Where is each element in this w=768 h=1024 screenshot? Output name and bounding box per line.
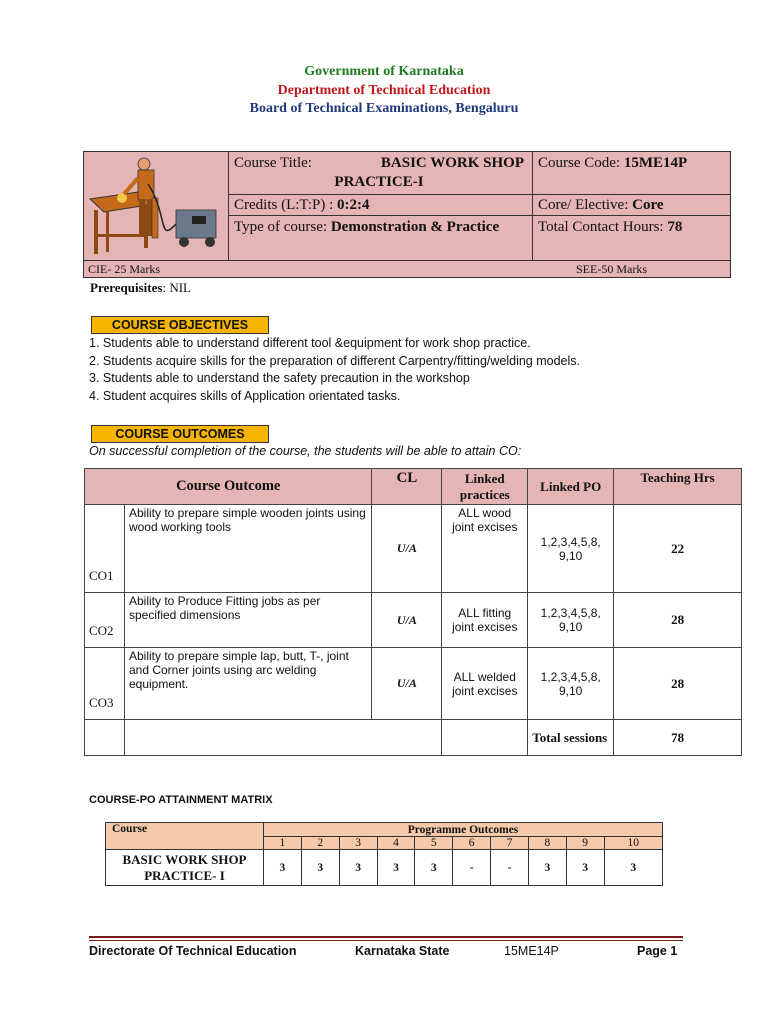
course-title-label: Course Title: <box>234 155 312 171</box>
co-text: Ability to prepare simple wooden joints using wood working tools <box>124 505 371 593</box>
matrix-course-name: BASIC WORK SHOP PRACTICE- I <box>106 850 264 886</box>
prerequisites <box>90 280 191 296</box>
po-value: 3 <box>604 850 662 886</box>
table-row <box>85 505 742 593</box>
po-value: 3 <box>264 850 302 886</box>
po-value: 3 <box>566 850 604 886</box>
col-linked-po: Linked PO <box>528 469 614 505</box>
core-elective-label: Core/ Elective: <box>538 197 633 213</box>
co-id: CO1 <box>85 505 125 593</box>
objective-item: 4. Student acquires skills of Application orientated tasks. <box>89 388 401 403</box>
co-hrs: 22 <box>614 505 742 593</box>
course-objectives-heading: COURSE OBJECTIVES <box>91 316 269 334</box>
cie-marks: CIE- 25 Marks <box>88 262 160 276</box>
matrix-course-row <box>106 850 663 886</box>
footer-course-code: 15ME14P <box>504 944 559 958</box>
po-number: 7 <box>491 837 529 850</box>
co-po: 1,2,3,4,5,8, 9,10 <box>528 648 614 720</box>
course-title <box>234 154 524 192</box>
total-sessions-label: Total sessions <box>528 720 614 756</box>
po-number: 9 <box>566 837 604 850</box>
course-outcomes-table <box>84 468 742 756</box>
see-marks: SEE-50 Marks <box>576 262 647 276</box>
footer-rule <box>89 936 683 938</box>
co-practices: ALL wood joint excises <box>442 505 528 593</box>
footer-state: Karnataka State <box>355 944 450 958</box>
po-number: 10 <box>604 837 662 850</box>
col-teaching-hrs: Teaching Hrs <box>614 469 742 505</box>
co-id: CO3 <box>85 648 125 720</box>
po-value: - <box>453 850 491 886</box>
co-po: 1,2,3,4,5,8, 9,10 <box>528 593 614 648</box>
hours-label: Total Contact Hours: <box>538 219 668 235</box>
course-code <box>538 154 687 173</box>
type-of-course <box>234 217 524 237</box>
po-value: 3 <box>377 850 415 886</box>
co-practices: ALL fitting joint excises <box>442 593 528 648</box>
co-cl: U/A <box>372 505 442 593</box>
po-value: 3 <box>339 850 377 886</box>
prerequisites-value: : NIL <box>162 280 191 295</box>
co-cl: U/A <box>372 648 442 720</box>
credits <box>234 196 370 215</box>
course-info-box <box>83 151 731 261</box>
outcomes-intro: On successful completion of the course, the students will be able to attain CO: <box>89 444 522 458</box>
course-title-value-line1: BASIC WORK SHOP <box>380 155 524 171</box>
co-hrs: 28 <box>614 648 742 720</box>
marks-bar <box>83 261 731 278</box>
po-number: 8 <box>528 837 566 850</box>
matrix-heading: COURSE-PO ATTAINMENT MATRIX <box>89 794 273 806</box>
objective-item: 1. Students able to understand different tool &equipment for work shop practice. <box>89 336 531 350</box>
header-government: Government of Karnataka <box>304 64 464 79</box>
co-text: Ability to prepare simple lap, butt, T-, joint and Corner joints using arc welding equipment. <box>124 648 371 720</box>
credits-label: Credits (L:T:P) : <box>234 197 337 213</box>
co-hrs: 28 <box>614 593 742 648</box>
table-header-row <box>85 469 742 505</box>
objective-item: 2. Students acquire skills for the preparation of different Carpentry/fitting/welding models. <box>89 353 581 368</box>
po-number: 2 <box>301 837 339 850</box>
col-linked-practices: Linked practices <box>442 469 528 505</box>
po-number: 5 <box>415 837 453 850</box>
prerequisites-label: Prerequisites <box>90 280 163 295</box>
po-value: - <box>491 850 529 886</box>
col-course-outcome: Course Outcome <box>85 469 372 505</box>
co-id: CO2 <box>85 593 125 648</box>
credits-value: 0:2:4 <box>337 197 370 213</box>
type-value: Demonstration & Practice <box>330 219 500 235</box>
welding-workshop-illustration <box>88 154 226 258</box>
type-label: Type of course: <box>234 219 331 235</box>
total-sessions-value: 78 <box>614 720 742 756</box>
table-row <box>85 593 742 648</box>
matrix-po-header: Programme Outcomes <box>264 823 663 837</box>
objective-item: 3. Students able to understand the safety precaution in the workshop <box>89 371 470 385</box>
po-attainment-matrix <box>105 822 663 886</box>
po-number: 1 <box>264 837 302 850</box>
objectives-list <box>89 335 580 405</box>
col-cl: CL <box>372 469 442 505</box>
po-number: 3 <box>339 837 377 850</box>
course-code-value: 15ME14P <box>623 155 688 171</box>
course-title-value-line2: PRACTICE-I <box>334 174 424 190</box>
total-contact-hours <box>538 217 682 237</box>
header-board: Board of Technical Examinations, Bengaluru <box>249 101 519 116</box>
co-text: Ability to Produce Fitting jobs as per specified dimensions <box>124 593 371 648</box>
co-po: 1,2,3,4,5,8, 9,10 <box>528 505 614 593</box>
po-value: 3 <box>301 850 339 886</box>
matrix-course-header: Course <box>106 823 264 850</box>
po-value: 3 <box>528 850 566 886</box>
co-practices: ALL welded joint excises <box>442 648 528 720</box>
footer-directorate: Directorate Of Technical Education <box>89 944 297 958</box>
welding-workshop-icon <box>88 154 226 258</box>
hours-value: 78 <box>667 219 683 235</box>
po-number: 4 <box>377 837 415 850</box>
course-code-label: Course Code: <box>538 155 624 171</box>
footer-page-number: Page 1 <box>637 944 678 958</box>
course-outcomes-heading: COURSE OUTCOMES <box>91 425 269 443</box>
table-row <box>85 648 742 720</box>
footer-rule-thin <box>89 940 683 941</box>
co-cl: U/A <box>372 593 442 648</box>
core-elective-value: Core <box>632 197 664 213</box>
table-total-row <box>85 720 742 756</box>
po-value: 3 <box>415 850 453 886</box>
header-department: Department of Technical Education <box>277 83 491 98</box>
core-elective <box>538 196 664 215</box>
po-number: 6 <box>453 837 491 850</box>
